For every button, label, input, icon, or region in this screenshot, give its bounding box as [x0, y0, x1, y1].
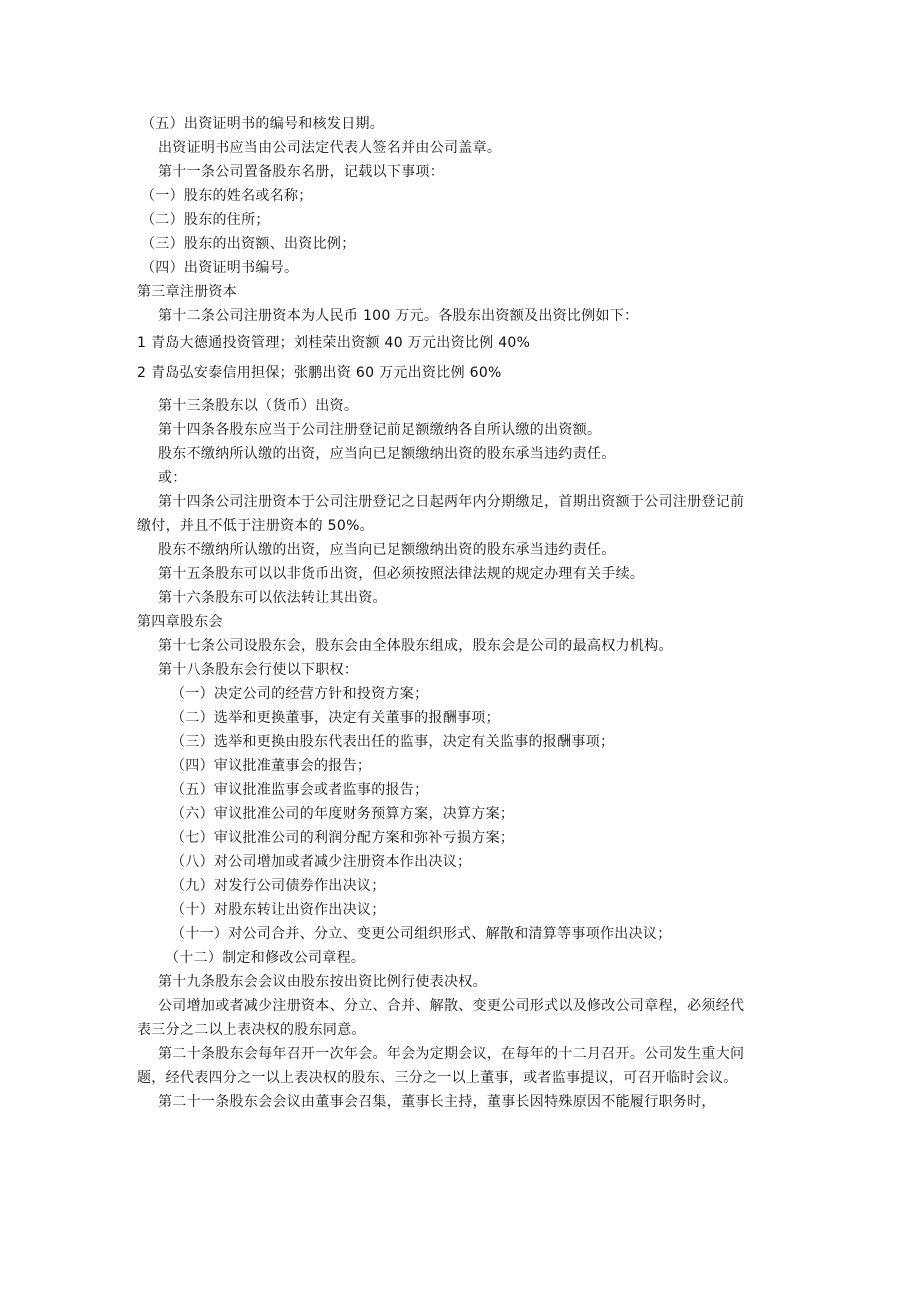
text-line: （四）出资证明书编号。	[141, 260, 299, 276]
text-line: 出资证明书应当由公司法定代表人签名并由公司盖章。	[158, 140, 502, 156]
text-line: 股东不缴纳所认缴的出资，应当向已足额缴纳出资的股东承当违约责任。	[158, 446, 616, 462]
text-line: 第十五条股东可以以非货币出资，但必须按照法律法规的规定办理有关手续。	[158, 566, 645, 582]
text-line: 第十八条股东会行使以下职权：	[158, 662, 359, 678]
text-line: 第十四条公司注册资本于公司注册登记之日起两年内分期缴足，首期出资额于公司注册登记前	[158, 494, 745, 510]
text-line: 第十四条各股东应当于公司注册登记前足额缴纳各自所认缴的出资额。	[158, 422, 602, 438]
list-item: （五）审议批准监事会或者监事的报告；	[171, 782, 429, 798]
list-item: （三）选举和更换由股东代表出任的监事，决定有关监事的报酬事项；	[171, 734, 615, 750]
text-line: 表三分之二以上表决权的股东同意。	[137, 1022, 366, 1038]
chapter-heading: 第三章注册资本	[137, 284, 238, 300]
text-line: 第二十一条股东会会议由董事会召集，董事长主持，董事长因特殊原因不能履行职务时，	[158, 1094, 716, 1110]
list-item: （二）选举和更换董事，决定有关董事的报酬事项；	[171, 710, 500, 726]
text-line: 第十三条股东以（货币）出资。	[158, 398, 359, 414]
text-line: （五）出资证明书的编号和核发日期。	[141, 116, 385, 132]
text-line: 第十一条公司置备股东名册，记载以下事项：	[158, 164, 444, 180]
text-line: 题，经代表四分之一以上表决权的股东、三分之一以上董事，或者监事提议，可召开临时会议。	[137, 1070, 738, 1086]
text-line: 缴付，并且不低于注册资本的 50%。	[137, 518, 374, 534]
text-line: （一）股东的姓名或名称；	[141, 188, 313, 204]
text-line: 公司增加或者减少注册资本、分立、合并、解散、变更公司形式以及修改公司章程，必须经代	[158, 998, 745, 1014]
list-item: （八）对公司增加或者减少注册资本作出决议；	[171, 854, 472, 870]
text-line: （二）股东的住所；	[141, 212, 270, 228]
list-item: （九）对发行公司债券作出决议；	[171, 878, 386, 894]
list-item: （十二）制定和修改公司章程。	[165, 950, 366, 966]
list-item: （十一）对公司合并、分立、变更公司组织形式、解散和清算等事项作出决议；	[171, 926, 672, 942]
text-line: 第十七条公司设股东会，股东会由全体股东组成，股东会是公司的最高权力机构。	[158, 638, 673, 654]
text-line: 第十六条股东可以依法转让其出资。	[158, 590, 387, 606]
chapter-heading: 第四章股东会	[137, 614, 223, 630]
list-item: （十）对股东转让出资作出决议；	[171, 902, 386, 918]
text-line: 第十二条公司注册资本为人民币 100 万元。各股东出资额及出资比例如下：	[158, 308, 639, 324]
shareholder-entry: 2 青岛弘安泰信用担保；张鹏出资 60 万元出资比例 60%	[137, 365, 502, 381]
list-item: （四）审议批准董事会的报告；	[171, 758, 372, 774]
shareholder-entry: 1 青岛大德通投资管理；刘桂荣出资额 40 万元出资比例 40%	[137, 335, 531, 351]
text-line: （三）股东的出资额、出资比例；	[141, 236, 356, 252]
text-line: 第十九条股东会会议由股东按出资比例行使表决权。	[158, 974, 487, 990]
text-line: 股东不缴纳所认缴的出资，应当向已足额缴纳出资的股东承当违约责任。	[158, 542, 616, 558]
text-line: 第二十条股东会每年召开一次年会。年会为定期会议，在每年的十二月召开。公司发生重大问	[158, 1046, 745, 1062]
list-item: （一）决定公司的经营方针和投资方案；	[171, 686, 429, 702]
list-item: （七）审议批准公司的利润分配方案和弥补亏损方案；	[171, 830, 515, 846]
list-item: （六）审议批准公司的年度财务预算方案，决算方案；	[171, 806, 515, 822]
text-line: 或：	[158, 470, 187, 486]
